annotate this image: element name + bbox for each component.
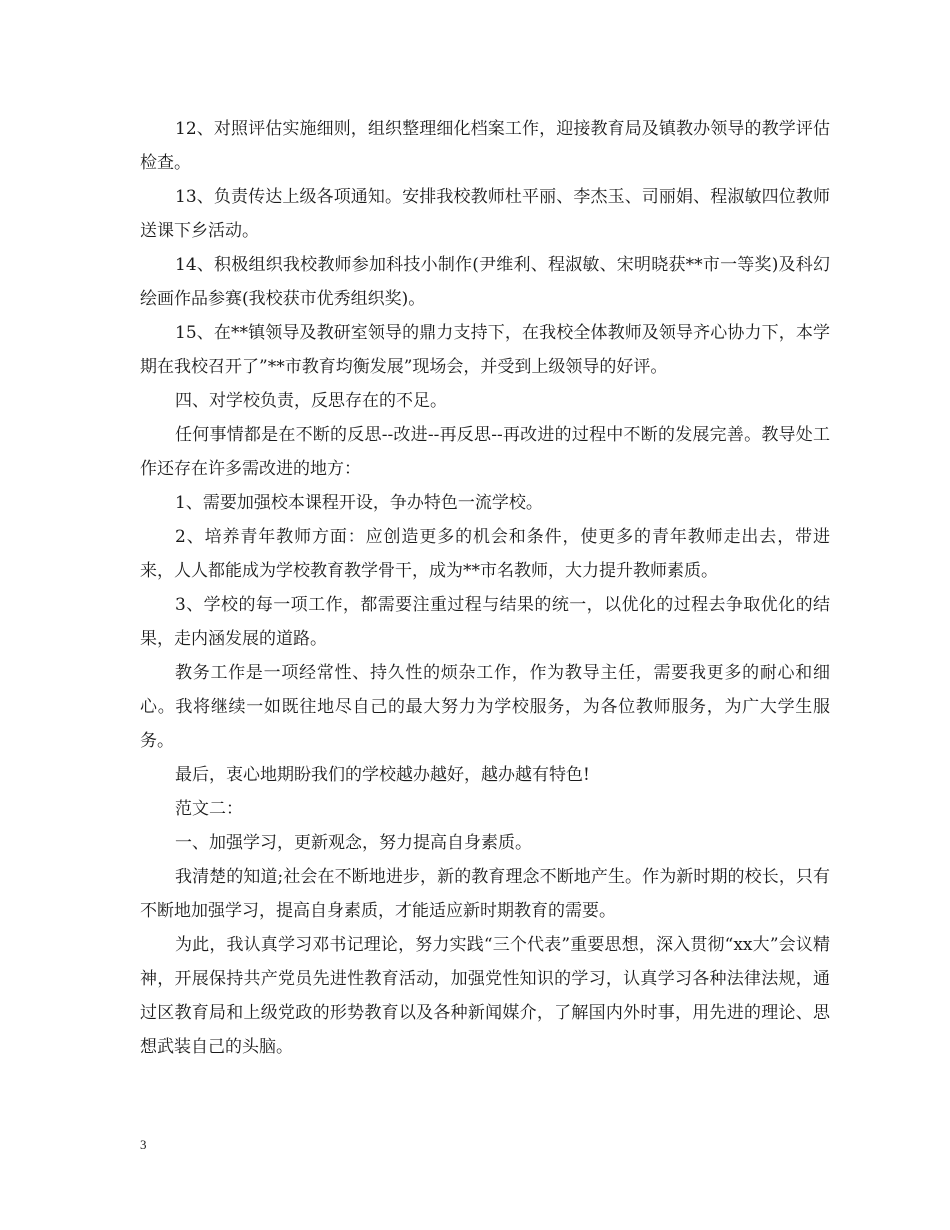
paragraph-item-13: 13、负责传达上级各项通知。安排我校教师杜平丽、李杰玉、司丽娟、程淑敏四位教师送课下乡活动。 (140, 187, 830, 241)
paragraph-summary: 教务工作是一项经常性、持久性的烦杂工作，作为教导主任，需要我更多的耐心和细心。我将继续一如既往地尽自己的最大努力为学校服务，为各位教师服务，为广大学生服务。 (140, 663, 830, 751)
sample-two-heading: 范文二： (175, 799, 243, 819)
improvement-item-3: 3、学校的每一项工作，都需要注重过程与结果的统一，以优化的过程去争取优化的结果，走内涵发展的道路。 (140, 595, 830, 649)
paragraph-item-14: 14、积极组织我校教师参加科技小制作(尹维利、程淑敏、宋明晓获**市一等奖)及科幻绘画作品参赛(我校获市优秀组织奖)。 (140, 255, 830, 309)
paragraph-item-12: 12、对照评估实施细则，组织整理细化档案工作，迎接教育局及镇教办领导的教学评估检查。 (140, 119, 830, 173)
improvement-item-1: 1、需要加强校本课程开设，争办特色一流学校。 (175, 493, 543, 513)
paragraph-closing: 最后，衷心地期盼我们的学校越办越好，越办越有特色! (175, 765, 590, 785)
paragraph-item-15: 15、在**镇领导及教研室领导的鼎力支持下，在我校全体教师及领导齐心协力下，本学期在我校召开了”**市教育均衡发展”现场会，并受到上级领导的好评。 (140, 323, 830, 377)
section-heading-four: 四、对学校负责，反思存在的不足。 (175, 391, 447, 411)
document-body (140, 112, 830, 1064)
paragraph-reflection: 任何事情都是在不断的反思--改进--再反思--再改进的过程中不断的发展完善。教导处工作还存在许多需改进的地方： (140, 425, 830, 479)
improvement-item-2: 2、培养青年教师方面：应创造更多的机会和条件，使更多的青年教师走出去，带进来，人人都能成为学校教育教学骨干，成为**市名教师，大力提升教师素质。 (140, 527, 830, 581)
page-number: 3 (140, 1137, 147, 1152)
paragraph-study-details: 为此，我认真学习邓书记理论，努力实践“三个代表”重要思想，深入贯彻“xx大”会议精神，开展保持共产党员先进性教育活动，加强党性知识的学习，认真学习各种法律法规，通过区教育局和上级党政的形势教育以及各种新闻媒介，了解国内外时事，用先进的理论、思想武装自己的头脑。 (140, 935, 830, 1057)
section-heading-one: 一、加强学习，更新观念，努力提高自身素质。 (175, 833, 532, 853)
paragraph-learning: 我清楚的知道;社会在不断地进步，新的教育理念不断地产生。作为新时期的校长，只有不断地加强学习，提高自身素质，才能适应新时期教育的需要。 (140, 867, 830, 921)
